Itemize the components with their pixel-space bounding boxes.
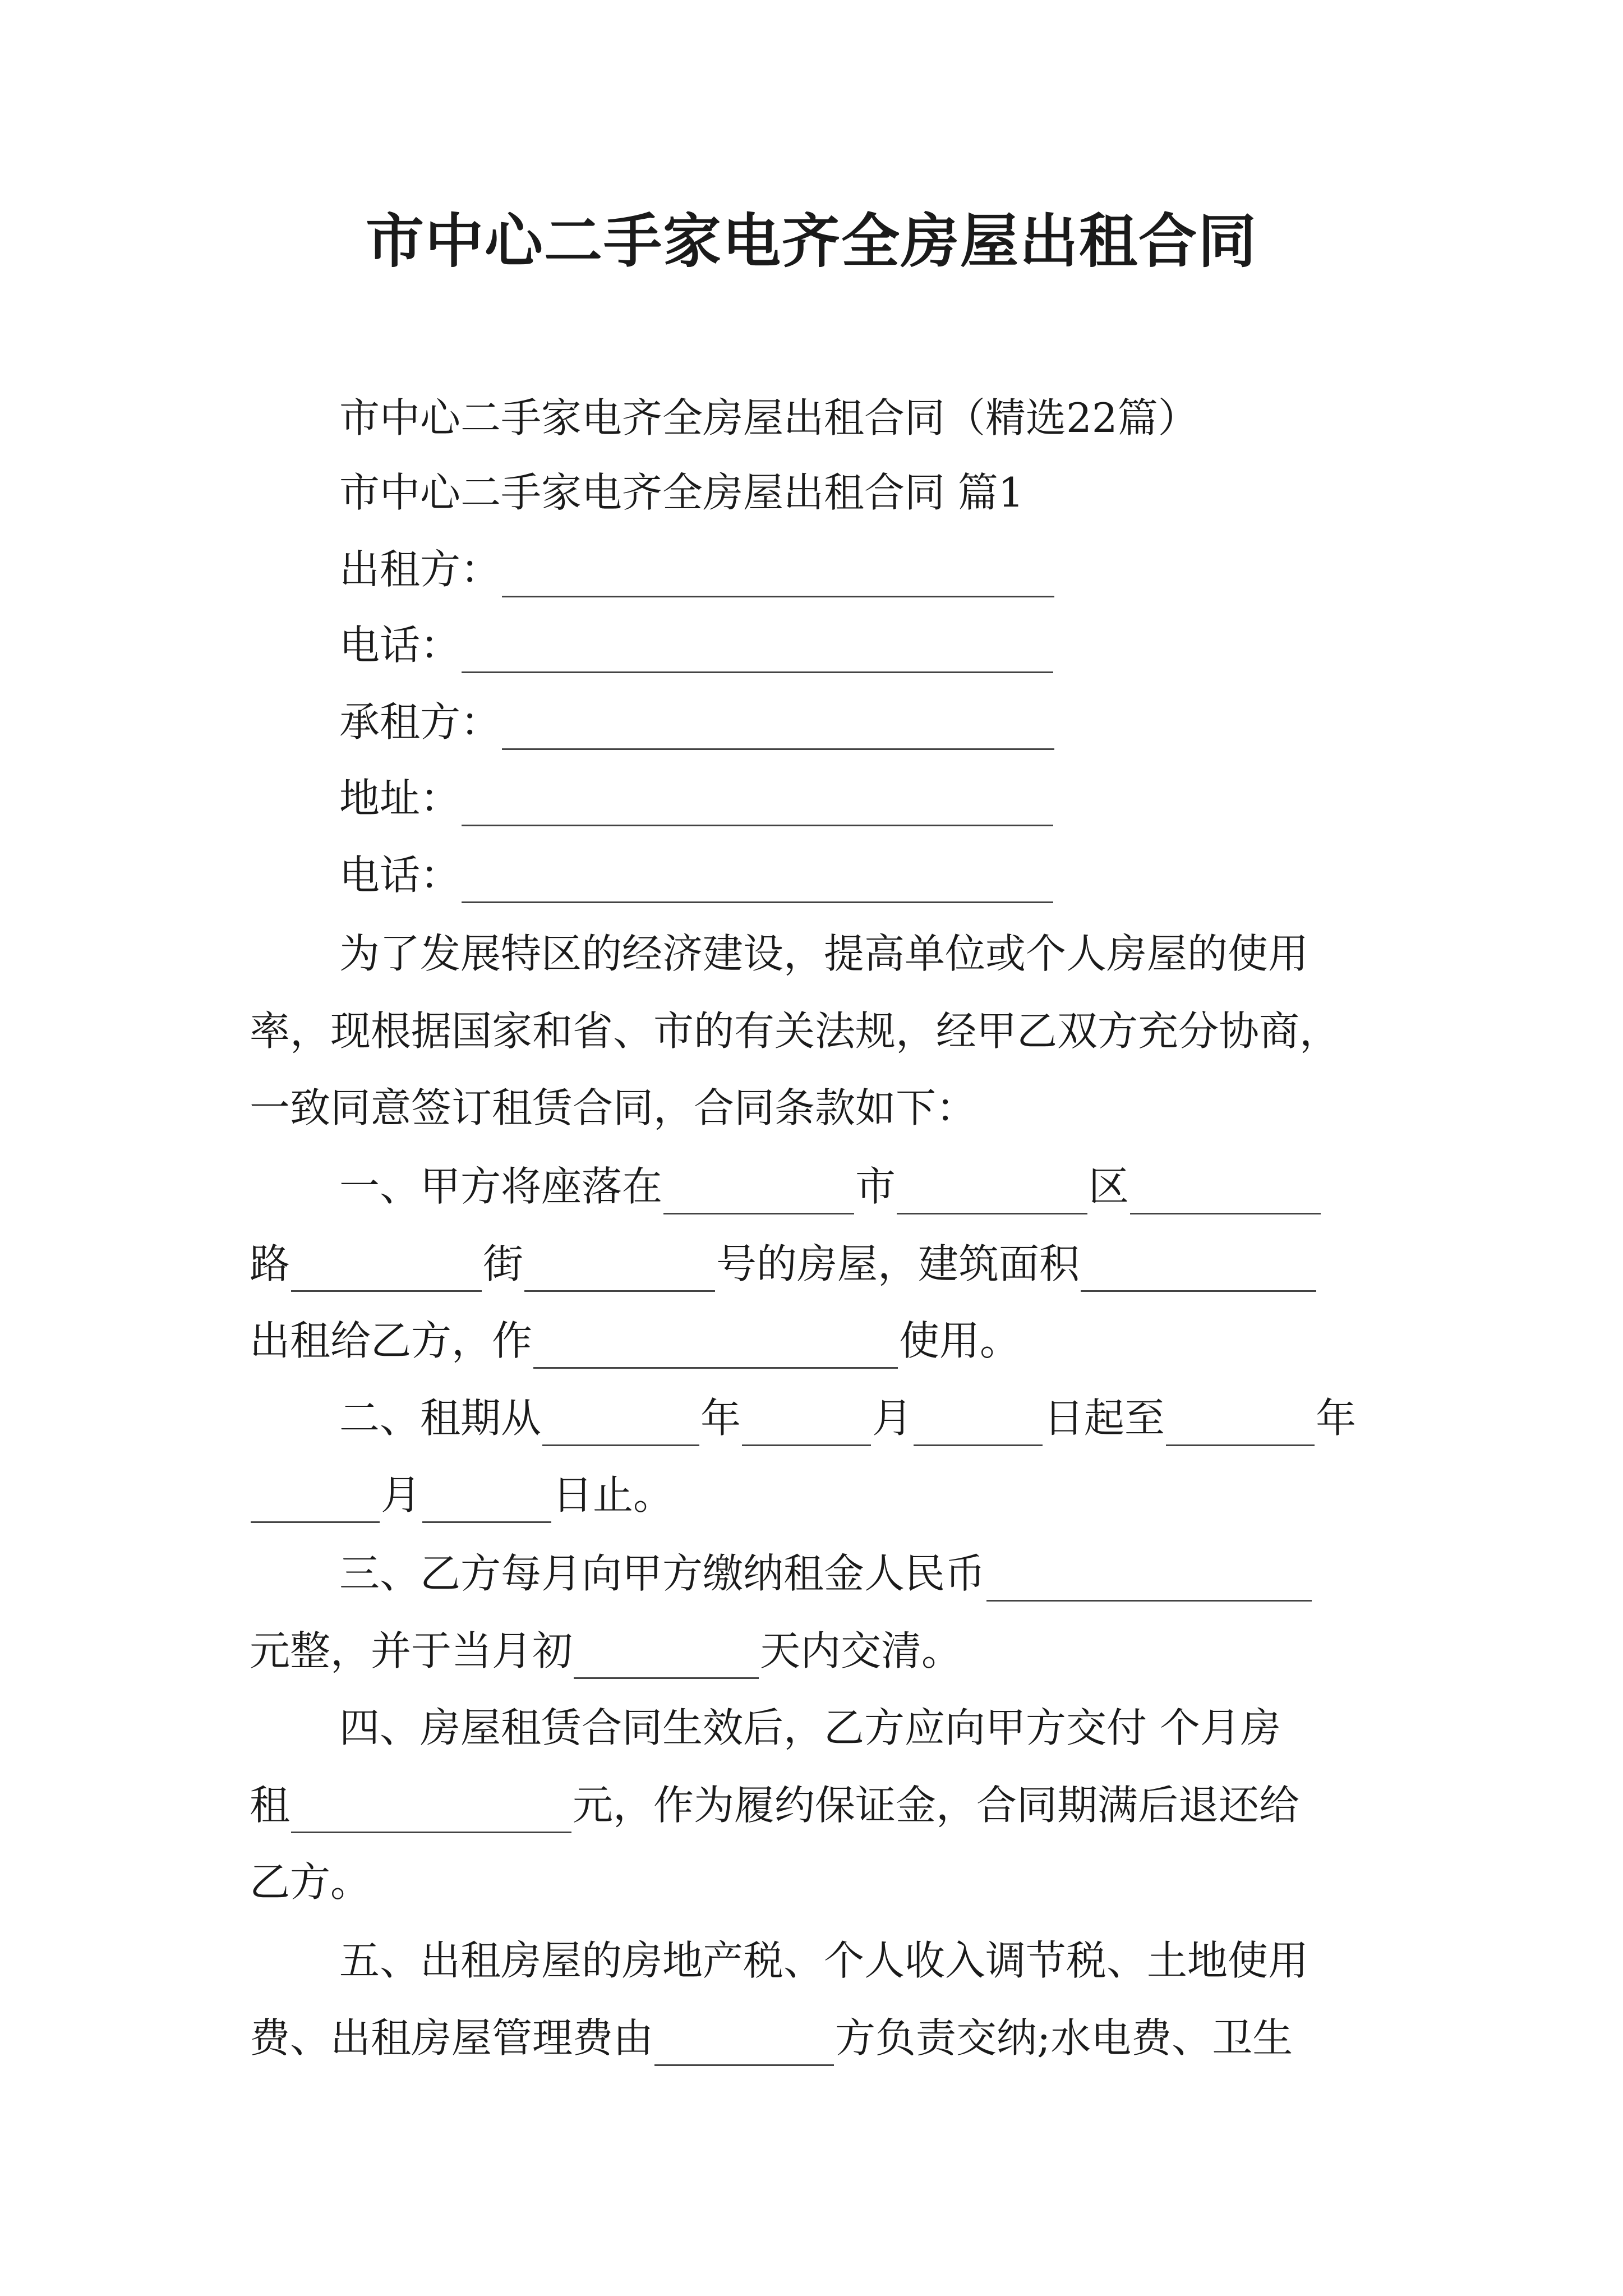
blank-line (986, 1558, 1312, 1602)
blank-line (462, 630, 1053, 673)
blank-line (663, 1171, 854, 1214)
clause-text: 元，作为履约保证金，合同期满后退还给 (573, 1782, 1300, 1829)
clause-text: 使用。 (899, 1317, 1021, 1364)
field-lessor (339, 541, 1055, 597)
clause-text: 区 (1089, 1163, 1129, 1210)
field-label: 电话： (339, 622, 461, 669)
field-label: 承租方： (339, 698, 501, 746)
clause-text: 天内交清。 (760, 1627, 962, 1674)
blank-line (542, 1403, 699, 1446)
field-label: 电话： (339, 852, 461, 899)
blank-line (291, 1249, 482, 1292)
blank-line (742, 1403, 871, 1446)
field-address (339, 770, 1054, 826)
section-heading: 市中心二手家电齐全房屋出租合同 篇1 (339, 469, 1024, 516)
field-label: 地址： (339, 775, 461, 822)
clause-text: 租 (250, 1782, 291, 1829)
blank-line (524, 1249, 715, 1292)
field-phone-1 (339, 617, 1054, 673)
clause-text: 月 (381, 1471, 422, 1519)
blank-line (1166, 1403, 1315, 1446)
blank-line (1081, 1249, 1316, 1292)
clause-4-line-1: 四、房屋租赁合同生效后，乙方应向甲方交付 个月房 (339, 1704, 1281, 1751)
blank-line (502, 554, 1054, 597)
blank-line (897, 1171, 1087, 1214)
clause-text: 一、甲方将座落在 (339, 1163, 663, 1210)
blank-line (654, 2023, 834, 2066)
blank-line (574, 1636, 759, 1679)
intro-line-3: 一致同意签订租赁合同，合同条款如下： (250, 1084, 977, 1131)
blank-line (533, 1326, 898, 1369)
clause-text: 费、出租房屋管理费由 (250, 2014, 654, 2062)
clause-text: 二、租期从 (339, 1395, 542, 1442)
blank-line (914, 1403, 1043, 1446)
blank-line (1130, 1171, 1321, 1214)
document-title: 市中心二手家电齐全房屋出租合同 (365, 207, 1257, 275)
intro-line-1: 为了发展特区的经济建设，提高单位或个人房屋的使用 (339, 930, 1309, 977)
clause-text: 三、乙方每月向甲方缴纳租金人民币 (339, 1550, 986, 1597)
clause-text: 路 (250, 1240, 291, 1287)
document-subtitle: 市中心二手家电齐全房屋出租合同（精选22篇） (339, 394, 1198, 441)
clause-3-line-1 (339, 1545, 1313, 1602)
blank-line (502, 707, 1054, 750)
clause-text: 号的房屋，建筑面积 (716, 1240, 1080, 1287)
clause-text: 月 (872, 1395, 913, 1442)
blank-line (462, 860, 1053, 903)
clause-text: 街 (483, 1240, 524, 1287)
clause-text: 方负责交纳;水电费、卫生 (835, 2014, 1293, 2062)
blank-line (422, 1480, 551, 1523)
clause-3-line-2 (250, 1623, 962, 1679)
clause-text: 年 (1316, 1395, 1357, 1442)
clause-4-line-3: 乙方。 (250, 1858, 371, 1906)
clause-5-line-2 (250, 2010, 1293, 2066)
clause-text: 年 (700, 1395, 741, 1442)
blank-line (251, 1480, 380, 1523)
intro-line-2: 率，现根据国家和省、市的有关法规，经甲乙双方充分协商， (250, 1007, 1340, 1055)
clause-1-line-1 (339, 1158, 1322, 1214)
blank-line (291, 1790, 571, 1833)
clause-text: 元整，并于当月初 (250, 1627, 573, 1674)
clause-1-line-2 (250, 1236, 1317, 1292)
clause-4-line-2 (250, 1777, 1299, 1833)
clause-5-line-1: 五、出租房屋的房地产税、个人收入调节税、土地使用 (339, 1937, 1309, 1984)
field-lessee (339, 694, 1055, 750)
clause-text: 市 (855, 1163, 896, 1210)
clause-1-line-3 (250, 1313, 1020, 1369)
clause-2-line-1 (339, 1390, 1356, 1446)
field-phone-2 (339, 847, 1054, 903)
field-label: 出租方： (339, 546, 501, 593)
clause-text: 出租给乙方，作 (250, 1317, 533, 1364)
clause-2-line-2 (250, 1467, 674, 1523)
blank-line (462, 783, 1053, 826)
clause-text: 日起至 (1044, 1395, 1165, 1442)
clause-text: 日止。 (552, 1471, 674, 1519)
